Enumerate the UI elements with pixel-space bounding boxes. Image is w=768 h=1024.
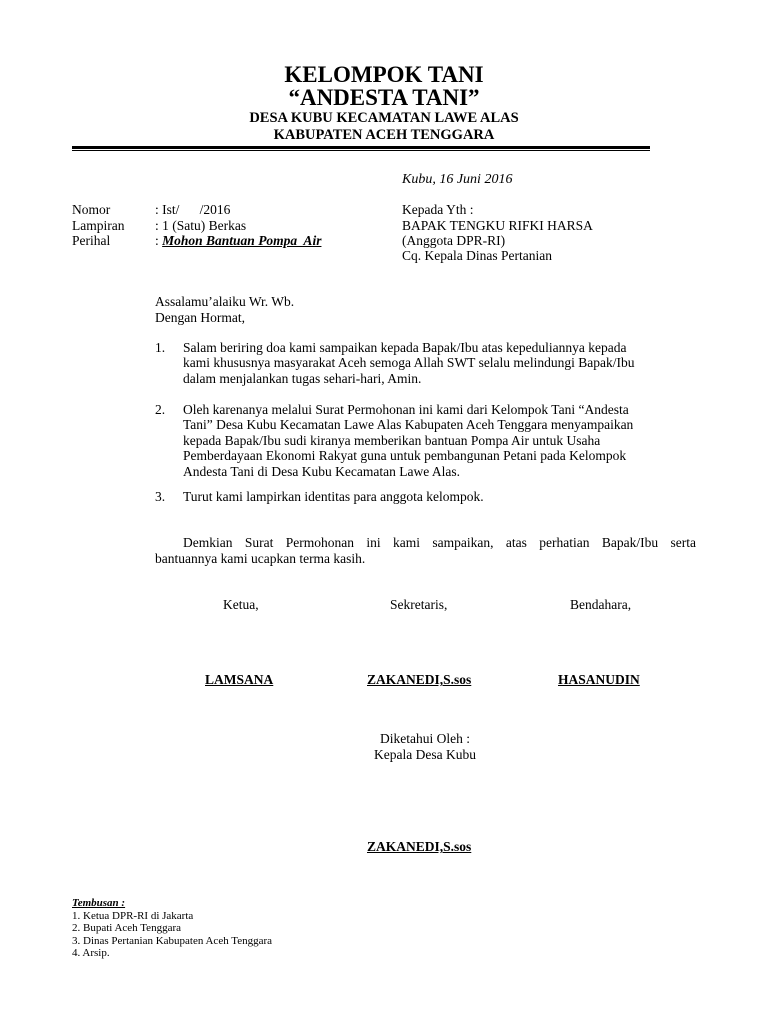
org-village: DESA KUBU KECAMATAN LAWE ALAS [249, 110, 519, 126]
name-sekretaris: ZAKANEDI,S.sos [367, 672, 472, 687]
tembusan-title: Tembusan : [72, 897, 126, 909]
point-2-line: Andesta Tani di Desa Kubu Kecamatan Lawe Alas. [183, 463, 460, 479]
recipient-line-3: (Anggota DPR-RI) [402, 233, 506, 248]
tembusan-item: 3. Dinas Pertanian Kabupaten Aceh Tenggara [72, 934, 273, 947]
point-1-line: dalam menjalankan tugas sehari-hari, Amin. [183, 370, 422, 386]
point-3-line: Turut kami lampirkan identitas para anggota kelompok. [183, 489, 484, 504]
org-regency: KABUPATEN ACEH TENGGARA [273, 127, 495, 143]
point-2-line: Tani” Desa Kubu Kecamatan Lawe Alas Kabupaten Aceh Tenggara menyampaikan [183, 417, 634, 433]
role-sekretaris: Sekretaris, [390, 597, 448, 612]
point-number-3: 3. [155, 489, 166, 504]
closing-line-1: Demkian Surat Permohonan ini kami sampaikan, atas perhatian Bapak/Ibu serta [183, 535, 696, 550]
meta-label-lampiran: Lampiran [72, 218, 125, 233]
header-divider [72, 146, 650, 151]
point-2-line: Pemberdayaan Ekonomi Rakyat guna untuk pembangunan Petani pada Kelompok [183, 448, 627, 464]
recipient-line-1: Kepada Yth : [402, 202, 474, 217]
name-bendahara: HASANUDIN [558, 672, 640, 687]
meta-value-nomor: : Ist/ /2016 [155, 202, 231, 217]
tembusan-item: 1. Ketua DPR-RI di Jakarta [72, 909, 194, 922]
role-bendahara: Bendahara, [570, 597, 632, 612]
org-title: KELOMPOK TANI [284, 62, 484, 87]
greeting-salam: Assalamu’alaiku Wr. Wb. [155, 294, 295, 309]
org-name: “ANDESTA TANI” [288, 85, 480, 110]
recipient-line-4: Cq. Kepala Dinas Pertanian [402, 248, 552, 263]
closing-line-2: bantuannya kami ucapkan terma kasih. [155, 551, 366, 566]
point-2-text [183, 402, 696, 479]
name-ketua: LAMSANA [205, 672, 274, 687]
perihal-prefix: : [155, 233, 163, 248]
greeting-hormat: Dengan Hormat, [155, 310, 245, 325]
meta-value-lampiran: : 1 (Satu) Berkas [155, 218, 247, 233]
point-2-line: kepada Bapak/Ibu sudi kiranya memberikan bantuan Pompa Air untuk Usaha [183, 432, 601, 448]
recipient-line-2: BAPAK TENGKU RIFKI HARSA [402, 218, 593, 233]
approval-line-2: Kepala Desa Kubu [374, 747, 476, 762]
meta-label-perihal: Perihal [72, 233, 111, 248]
letter-date: Kubu, 16 Juni 2016 [402, 172, 513, 187]
point-3-text [183, 489, 696, 504]
approval-line-1: Diketahui Oleh : [380, 731, 470, 746]
tembusan-item: 4. Arsip. [72, 947, 110, 960]
tembusan-item: 2. Bupati Aceh Tenggara [72, 922, 181, 935]
point-2-line: Oleh karenanya melalui Surat Permohonan ini kami dari Kelompok Tani “Andesta [183, 402, 629, 417]
meta-value-perihal [155, 233, 321, 248]
role-ketua: Ketua, [223, 597, 259, 612]
tembusan-block [72, 897, 272, 960]
approval-name: ZAKANEDI,S.sos [367, 839, 472, 854]
perihal-subject: Mohon Bantuan Pompa Air [162, 233, 322, 248]
point-number-2: 2. [155, 402, 166, 417]
point-1-line: kami khususnya masyarakat Aceh semoga Allah SWT selalu melindungi Bapak/Ibu [183, 355, 635, 371]
meta-label-nomor: Nomor [72, 202, 111, 217]
point-1-text [183, 340, 696, 386]
point-1-line: Salam beriring doa kami sampaikan kepada Bapak/Ibu atas kepeduliannya kepada [183, 340, 627, 355]
point-number-1: 1. [155, 340, 166, 355]
